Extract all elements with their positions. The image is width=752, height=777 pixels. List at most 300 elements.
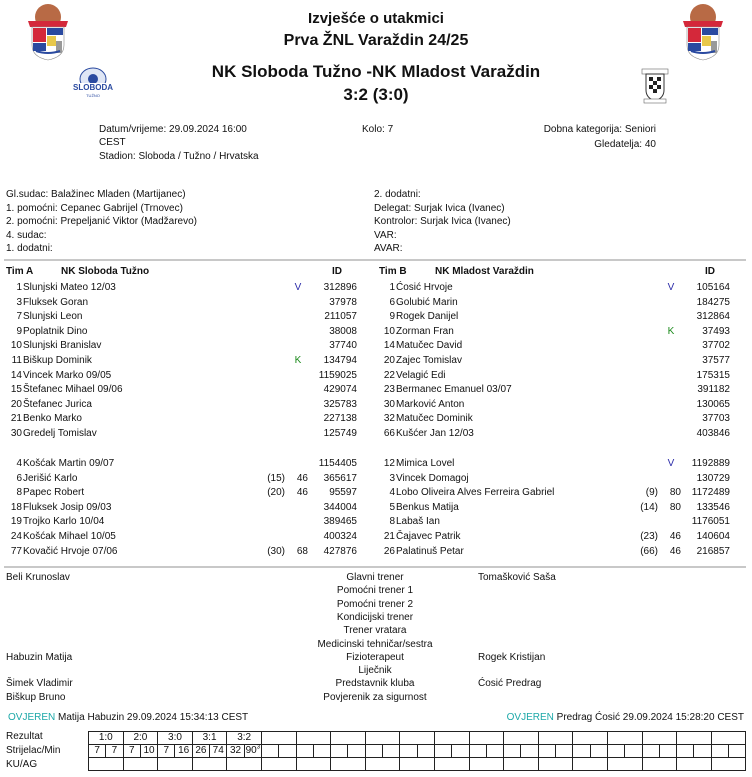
player-number: 5 [389, 501, 395, 513]
player-name: Poplatnik Dino [23, 325, 88, 337]
player-id: 344004 [323, 501, 357, 513]
official-line: VAR: [374, 229, 397, 241]
player-number: 30 [383, 398, 395, 410]
staff-away-name: Ćosić Predrag [478, 678, 542, 690]
player-number: 1 [16, 282, 22, 293]
player-name: Palatinuš Petar [396, 545, 464, 557]
official-line: 2. dodatni: [374, 189, 421, 200]
league-title: Prva ŽNL Varaždin 24/25 [283, 32, 469, 49]
player-row [373, 324, 743, 339]
goal-minute-cell [417, 745, 434, 758]
away-verification [507, 711, 744, 724]
player-number: 10 [10, 340, 22, 352]
scorer-number-cell [331, 745, 348, 758]
staff-role: Medicinski tehničar/sestra [317, 638, 433, 650]
goalkeeper-mark: V [294, 282, 302, 293]
player-name: Velagić Edi [396, 369, 446, 381]
player-row [0, 397, 370, 412]
spectators: Gledatelja: 40 [594, 139, 656, 150]
scorer-number-cell: 7 [158, 745, 175, 758]
goal-minute-cell [521, 745, 538, 758]
player-number: 3 [389, 472, 395, 484]
player-id: 125749 [323, 428, 357, 439]
player-id: 38008 [329, 325, 357, 337]
score-result-cell [711, 732, 746, 745]
player-id: 184275 [696, 296, 730, 308]
kuag-cell [192, 758, 227, 771]
substitution-minute: 80 [669, 487, 681, 499]
team-a-label: Tim A [6, 266, 34, 277]
player-id: 130065 [696, 398, 730, 410]
player-id: 227138 [323, 413, 357, 425]
score-result-cell [573, 732, 608, 745]
kuag-cell [89, 758, 124, 771]
player-name: Čajavec Patrik [396, 531, 461, 542]
player-number: 4 [389, 487, 395, 499]
goal-minute: 7 [111, 745, 118, 756]
score-result-cell: 3:0 [158, 732, 193, 745]
scorer-number-cell [538, 745, 555, 758]
match-datetime: Datum/vrijeme: 29.09.2024 16:00 [99, 124, 247, 135]
scorer-number-cell [296, 745, 313, 758]
player-row [373, 397, 743, 412]
player-number: 22 [383, 369, 395, 381]
staff-away-name: Rogek Kristijan [478, 651, 546, 663]
player-name: Zajec Tomislav [396, 355, 462, 366]
goal-minute-cell [590, 745, 607, 758]
final-score: 3:2 (3:0) [343, 85, 409, 104]
score-row-label-result: Rezultat [6, 731, 43, 742]
scorer-number-cell [607, 745, 624, 758]
goal-minute-cell [175, 745, 192, 758]
official-line: AVAR: [374, 243, 403, 254]
kuag-cell [711, 758, 746, 771]
player-id: 211057 [324, 311, 357, 323]
staff-role: Kondicijski trener [336, 611, 414, 623]
official-line: 1. pomoćni: Cepanec Gabrijel (Trnovec) [6, 202, 183, 214]
team-b-label: Tim B [379, 266, 407, 277]
player-id: 427876 [323, 545, 357, 557]
player-number: 3 [16, 296, 22, 308]
goal-minute: 90 [245, 745, 257, 756]
score-result-cell [296, 732, 331, 745]
player-row [373, 295, 743, 310]
team-separator: - [366, 62, 373, 81]
scorer-number-cell [261, 745, 278, 758]
substitution-minute: 46 [669, 531, 681, 542]
goal-minute-cell [106, 745, 123, 758]
player-name: Biškup Dominik [23, 355, 92, 366]
player-number: 21 [383, 531, 395, 542]
player-number: 9 [16, 325, 22, 337]
player-id: 400324 [323, 531, 357, 542]
score-result-cell [504, 732, 539, 745]
player-number: 24 [10, 531, 22, 542]
goal-minute-cell [728, 745, 745, 758]
home-verified-status: OVJEREN [8, 712, 56, 723]
substitution-for: (23) [640, 531, 658, 542]
player-number: 26 [383, 545, 395, 557]
goal-minute-cell [348, 745, 365, 758]
match-timezone: CEST [99, 137, 126, 148]
player-id: 312896 [323, 282, 357, 293]
team-b-name: NK Mladost Varaždin [435, 266, 534, 277]
goal-minute-cell [383, 745, 400, 758]
divider-roster-bottom [4, 566, 746, 568]
player-number: 14 [383, 340, 395, 352]
player-id: 105164 [696, 282, 730, 293]
goal-minute-cell [210, 745, 227, 758]
scorer-number-cell [642, 745, 659, 758]
kuag-cell [296, 758, 331, 771]
divider-top [4, 259, 746, 261]
player-name: Fluksek Goran [23, 296, 89, 308]
score-result-cell [331, 732, 366, 745]
player-name: Slunjski Mateo 12/03 [23, 282, 116, 293]
player-row [373, 426, 743, 441]
home-verified-text: Matija Habuzin 29.09.2024 15:34:13 CEST [58, 712, 249, 723]
player-name: Košćak Mihael 10/05 [23, 531, 116, 542]
player-number: 10 [383, 325, 395, 337]
player-row [0, 456, 370, 471]
report-title: Izvješće o utakmici [308, 10, 444, 27]
player-id: 429074 [323, 384, 357, 396]
scorer-number-cell: 7 [89, 745, 106, 758]
player-row [0, 353, 370, 368]
player-name: Labaš Ian [396, 516, 440, 528]
staff-role: Glavni trener [346, 572, 404, 583]
staff-home-name: Šimek Vladimir [6, 678, 73, 690]
goal-minute-cell [659, 745, 676, 758]
player-id: 37703 [702, 413, 730, 425]
goal-minute-cell [313, 745, 330, 758]
substitution-for: (20) [267, 487, 285, 499]
official-line: Delegat: Surjak Ivica (Ivanec) [374, 202, 505, 214]
player-id: 1192889 [691, 458, 730, 469]
home-verification [8, 711, 248, 724]
away-team-name: NK Mladost Varaždin [372, 62, 541, 81]
player-id: 175315 [696, 369, 730, 381]
player-row [0, 544, 370, 559]
score-table [88, 731, 746, 771]
player-name: Gredelj Tomislav [23, 428, 97, 439]
official-line: Gl.sudac: Balažinec Mladen (Martijanec) [6, 189, 186, 200]
player-id: 37493 [702, 325, 730, 337]
scorer-number-cell [504, 745, 521, 758]
kuag-cell [158, 758, 193, 771]
player-id: 1172489 [691, 487, 730, 499]
scorer-number-cell: 26 [192, 745, 209, 758]
player-row [0, 338, 370, 353]
player-row [373, 500, 743, 515]
player-number: 20 [383, 355, 395, 366]
player-row [0, 382, 370, 397]
kuag-cell [677, 758, 712, 771]
player-number: 8 [389, 516, 395, 528]
score-result-cell [469, 732, 504, 745]
scorer-number-cell [434, 745, 451, 758]
scorer-number-cell [677, 745, 694, 758]
player-name: Štefanec Jurica [23, 398, 92, 410]
score-result-cell [261, 732, 296, 745]
substitution-for: (30) [267, 545, 285, 557]
score-result-cell: 3:1 [192, 732, 227, 745]
score-kuag-row [89, 758, 746, 771]
player-number: 1 [389, 282, 395, 293]
player-id: 1176051 [691, 516, 730, 528]
player-name: Vincek Domagoj [396, 472, 469, 484]
svg-text:TUŽNO: TUŽNO [86, 93, 100, 98]
player-row [0, 411, 370, 426]
kuag-cell [573, 758, 608, 771]
kuag-cell [642, 758, 677, 771]
player-number: 11 [11, 355, 22, 366]
player-number: 30 [10, 428, 22, 439]
player-row [373, 544, 743, 559]
goal-minute-cell [625, 745, 642, 758]
player-name: Slunjski Branislav [23, 340, 102, 352]
player-id: 389465 [323, 516, 357, 528]
captain-mark: K [294, 355, 302, 366]
substitution-for: (9) [645, 487, 658, 499]
goal-minute: 74 [212, 745, 224, 756]
team-a-id-header: ID [332, 266, 342, 277]
score-result-cell [538, 732, 573, 745]
player-id: 37978 [329, 296, 357, 308]
player-id: 1154405 [318, 458, 357, 469]
player-name: Matučec Dominik [396, 413, 473, 425]
goal-minute-cell [244, 745, 261, 758]
kuag-cell [331, 758, 366, 771]
team-a-name: NK Sloboda Tužno [61, 266, 150, 277]
added-time: 3 [256, 744, 261, 751]
score-result-cell: 2:0 [123, 732, 158, 745]
staff-role: Predstavnik kluba [335, 678, 415, 690]
goal-minute-cell [279, 745, 296, 758]
captain-mark: K [667, 325, 675, 337]
player-name: Zorman Fran [396, 325, 454, 337]
substitution-for: (15) [267, 472, 285, 484]
score-result-cell [607, 732, 642, 745]
player-number: 14 [10, 369, 22, 381]
official-line: Kontrolor: Surjak Ivica (Ivanec) [374, 216, 511, 227]
goal-minute-cell [556, 745, 573, 758]
substitution-minute: 46 [669, 545, 681, 557]
score-result-cell [677, 732, 712, 745]
away-verified-status: OVJEREN [506, 712, 554, 723]
score-scorer-row [89, 745, 746, 758]
staff-home-name: Habuzin Matija [6, 651, 73, 663]
player-row [0, 485, 370, 500]
player-row [373, 456, 743, 471]
player-number: 7 [16, 311, 22, 323]
player-number: 23 [383, 384, 395, 396]
staff-home-name: Biškup Bruno [6, 691, 66, 703]
score-result-cell [365, 732, 400, 745]
player-id: 134794 [323, 355, 357, 366]
score-result-row [89, 732, 746, 745]
goal-minute-cell [486, 745, 503, 758]
player-id: 37702 [702, 340, 730, 352]
staff-role: Fizioterapeut [346, 651, 404, 663]
player-name: Bermanec Emanuel 03/07 [396, 384, 512, 396]
player-id: 365617 [323, 472, 357, 484]
kuag-cell [400, 758, 435, 771]
substitution-minute: 46 [296, 472, 308, 484]
player-name: Košćak Martin 09/07 [23, 458, 115, 469]
staff-role: Povjerenik za sigurnost [323, 691, 427, 703]
player-name: Golubić Marin [396, 296, 458, 308]
player-row [0, 309, 370, 324]
goal-minute-cell [694, 745, 711, 758]
player-number: 12 [383, 458, 395, 469]
player-row [373, 309, 743, 324]
player-row [373, 280, 743, 295]
player-row [0, 471, 370, 486]
age-category: Dobna kategorija: Seniori [543, 124, 656, 135]
player-row [0, 514, 370, 529]
player-row [0, 500, 370, 515]
staff-role: Liječnik [358, 665, 392, 677]
kuag-cell [434, 758, 469, 771]
player-id: 95597 [329, 487, 357, 499]
away-verified-text: Predrag Ćosić 29.09.2024 15:28:20 CEST [556, 712, 744, 723]
score-result-cell: 3:2 [227, 732, 262, 745]
player-name: Fluksek Josip 09/03 [23, 501, 112, 513]
player-row [373, 514, 743, 529]
kuag-cell [504, 758, 539, 771]
score-result-cell [400, 732, 435, 745]
player-id: 1159025 [318, 369, 357, 381]
player-number: 21 [10, 413, 22, 425]
player-row [373, 368, 743, 383]
staff-away-name: Tomašković Saša [478, 572, 556, 583]
player-id: 403846 [696, 428, 730, 439]
player-row [373, 529, 743, 544]
player-name: Rogek Danijel [396, 311, 459, 323]
scorer-number-cell [469, 745, 486, 758]
official-line: 2. pomoćni: Prepeljanić Viktor (Madžarevo) [6, 216, 198, 227]
substitution-minute: 46 [296, 487, 308, 499]
player-name: Matučec David [396, 340, 463, 352]
player-name: Mimica Lovel [396, 458, 455, 469]
official-line: 4. sudac: [6, 229, 47, 241]
goal-minute-cell [140, 745, 157, 758]
player-row [373, 353, 743, 368]
score-row-label-kuag: KU/AG [6, 759, 38, 770]
player-name: Slunjski Leon [23, 311, 83, 323]
score-result-cell [434, 732, 469, 745]
kuag-cell [365, 758, 400, 771]
kuag-cell [538, 758, 573, 771]
player-id: 130729 [696, 472, 730, 484]
kuag-cell [123, 758, 158, 771]
player-row [373, 471, 743, 486]
scorer-number-cell: 32 [227, 745, 244, 758]
scorer-number-cell: 7 [123, 745, 140, 758]
substitution-minute: 80 [669, 501, 681, 513]
player-id: 133546 [696, 501, 730, 513]
goalkeeper-mark: V [667, 458, 675, 469]
player-number: 32 [383, 413, 395, 425]
svg-text:SLOBODA: SLOBODA [73, 83, 113, 92]
player-id: 37740 [329, 340, 357, 352]
substitution-for: (66) [640, 545, 658, 557]
player-id: 325783 [323, 398, 357, 410]
player-row [0, 324, 370, 339]
goal-minute: 16 [178, 745, 190, 756]
player-row [0, 280, 370, 295]
player-row [0, 529, 370, 544]
staff-home-name: Beli Krunoslav [6, 572, 70, 583]
player-name: Benkus Matija [396, 501, 459, 513]
substitution-for: (14) [640, 501, 658, 513]
player-number: 4 [16, 458, 22, 469]
player-id: 312864 [696, 311, 730, 323]
player-id: 140604 [696, 531, 730, 542]
goalkeeper-mark: V [667, 282, 675, 293]
player-number: 9 [389, 311, 395, 323]
scorer-number-cell [365, 745, 382, 758]
player-name: Lobo Oliveira Alves Ferreira Gabriel [396, 487, 555, 499]
match-round: Kolo: 7 [362, 124, 394, 135]
staff-role: Trener vratara [343, 625, 407, 637]
match-stadium: Stadion: Sloboda / Tužno / Hrvatska [99, 151, 259, 162]
player-row [373, 338, 743, 353]
kuag-cell [607, 758, 642, 771]
player-name: Trojko Karlo 10/04 [23, 516, 105, 528]
player-id: 391182 [697, 384, 730, 396]
player-row [373, 485, 743, 500]
player-name: Ćosić Hrvoje [396, 282, 453, 293]
scorer-number-cell [573, 745, 590, 758]
home-team-name: NK Sloboda Tužno [211, 62, 362, 81]
player-name: Kušćer Jan 12/03 [396, 428, 474, 439]
player-name: Benko Marko [23, 413, 82, 425]
player-number: 19 [10, 516, 22, 528]
scorer-number-cell [400, 745, 417, 758]
goal-minute: 10 [143, 745, 155, 756]
player-number: 15 [10, 384, 22, 396]
player-id: 216857 [696, 545, 730, 557]
player-number: 20 [10, 398, 22, 410]
player-row [373, 382, 743, 397]
player-row [0, 295, 370, 310]
scorer-number-cell [711, 745, 728, 758]
score-result-cell: 1:0 [89, 732, 124, 745]
team-b-id-header: ID [705, 266, 715, 277]
player-number: 8 [16, 487, 22, 499]
player-name: Vincek Marko 09/05 [23, 369, 112, 381]
player-row [373, 411, 743, 426]
official-line: 1. dodatni: [6, 243, 53, 254]
player-row [0, 368, 370, 383]
match-title [0, 62, 752, 82]
player-name: Štefanec Mihael 09/06 [23, 384, 123, 396]
player-name: Kovačić Hrvoje 07/06 [23, 545, 118, 557]
player-id: 37577 [702, 355, 730, 366]
staff-role: Pomoćni trener 1 [336, 585, 414, 597]
player-number: 6 [389, 296, 395, 308]
player-number: 18 [10, 501, 22, 513]
kuag-cell [261, 758, 296, 771]
player-name: Papec Robert [23, 487, 85, 499]
staff-role: Pomoćni trener 2 [336, 598, 414, 610]
score-result-cell [642, 732, 677, 745]
player-number: 77 [10, 545, 22, 557]
player-number: 66 [383, 428, 395, 439]
kuag-cell [227, 758, 262, 771]
